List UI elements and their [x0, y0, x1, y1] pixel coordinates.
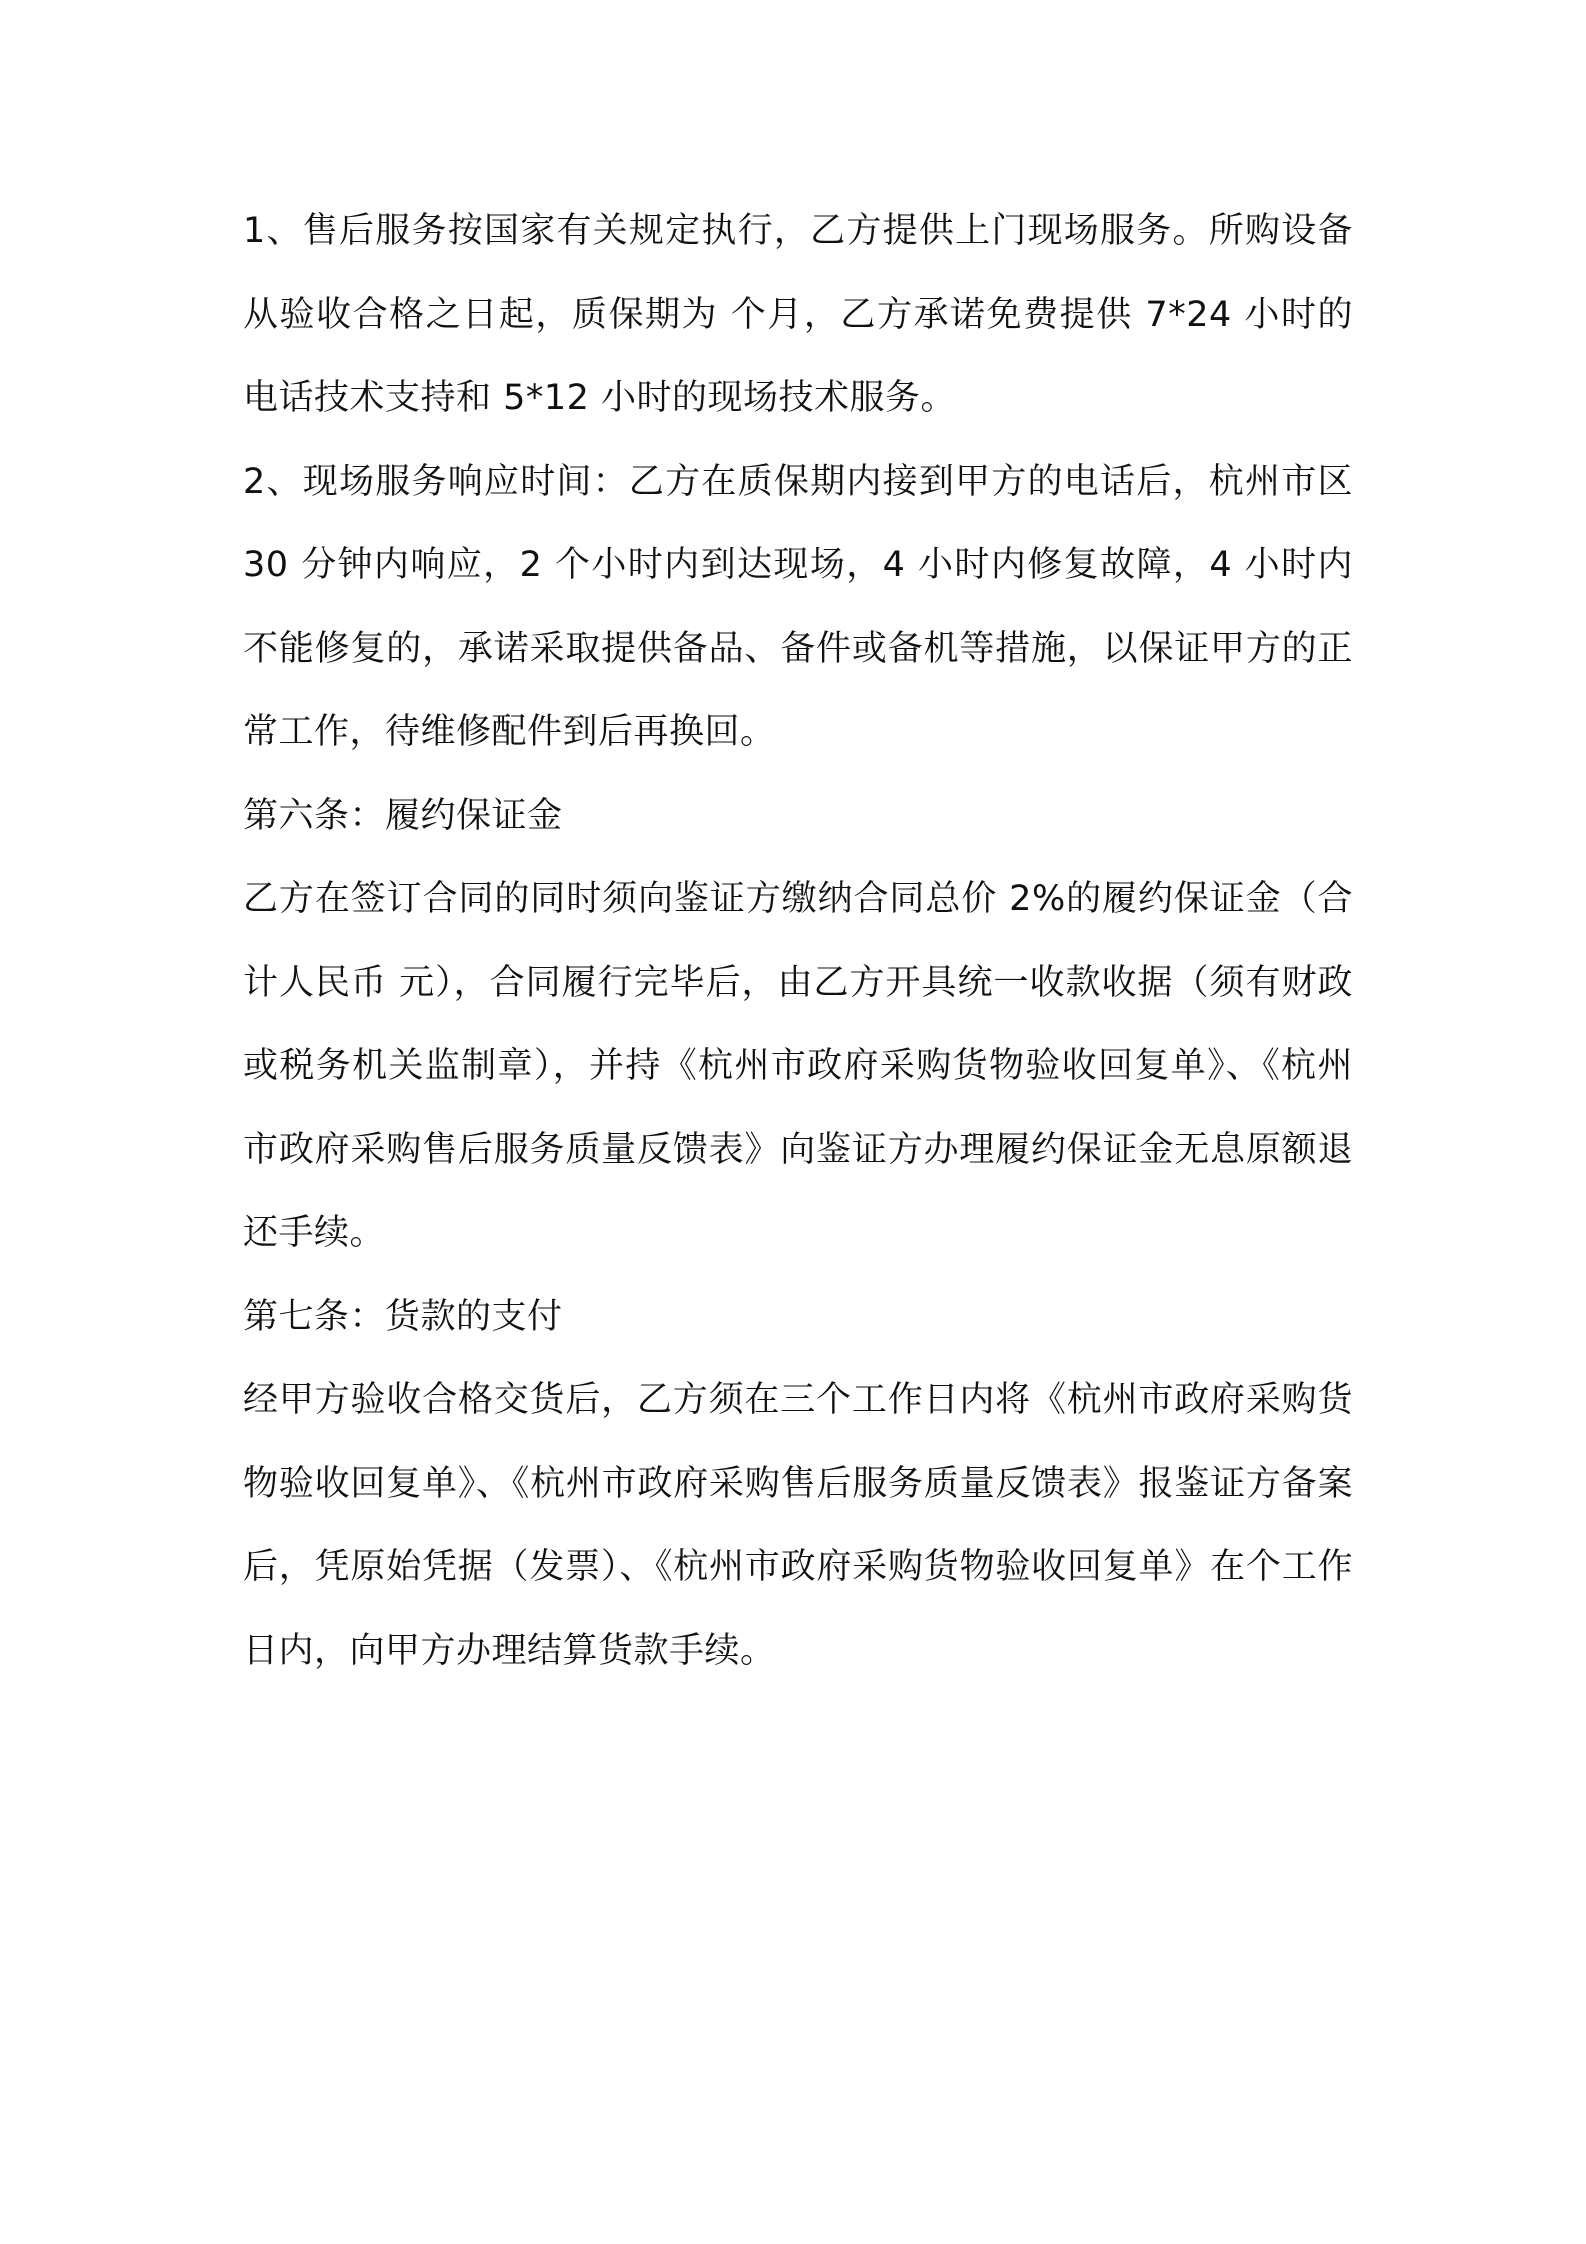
document-body	[243, 190, 1353, 1693]
section-heading-article-6: 第六条：履约保证金	[243, 795, 563, 836]
section-heading-article-7: 第七条：货款的支付	[243, 1296, 563, 1337]
clause-item-1: 1、售后服务按国家有关规定执行，乙方提供上门现场服务。所购设备从验收合格之日起，质保期为 个月，乙方承诺免费提供 7*24 小时的电话技术支持和 5*12 小时的现场技术服务。	[243, 211, 1353, 418]
clause-item-2: 2、现场服务响应时间：乙方在质保期内接到甲方的电话后，杭州市区 30 分钟内响应，2 个小时内到达现场，4 小时内修复故障，4 小时内不能修复的，承诺采取提供备品、备件或备机等措施，以保证甲方的正常工作，待维修配件到后再换回。	[243, 461, 1353, 752]
article-6-body: 乙方在签订合同的同时须向鉴证方缴纳合同总价 2%的履约保证金（合计人民币 元），合同履行完毕后，由乙方开具统一收款收据（须有财政或税务机关监制章），并持《杭州市政府采购货物验收回复单》、《杭州市政府采购售后服务质量反馈表》向鉴证方办理履约保证金无息原额退还手续。	[243, 879, 1353, 1253]
article-7-body: 经甲方验收合格交货后，乙方须在三个工作日内将《杭州市政府采购货物验收回复单》、《杭州市政府采购售后服务质量反馈表》报鉴证方备案后，凭原始凭据（发票）、《杭州市政府采购货物验收回复单》在个工作日内，向甲方办理结算货款手续。	[243, 1380, 1353, 1671]
